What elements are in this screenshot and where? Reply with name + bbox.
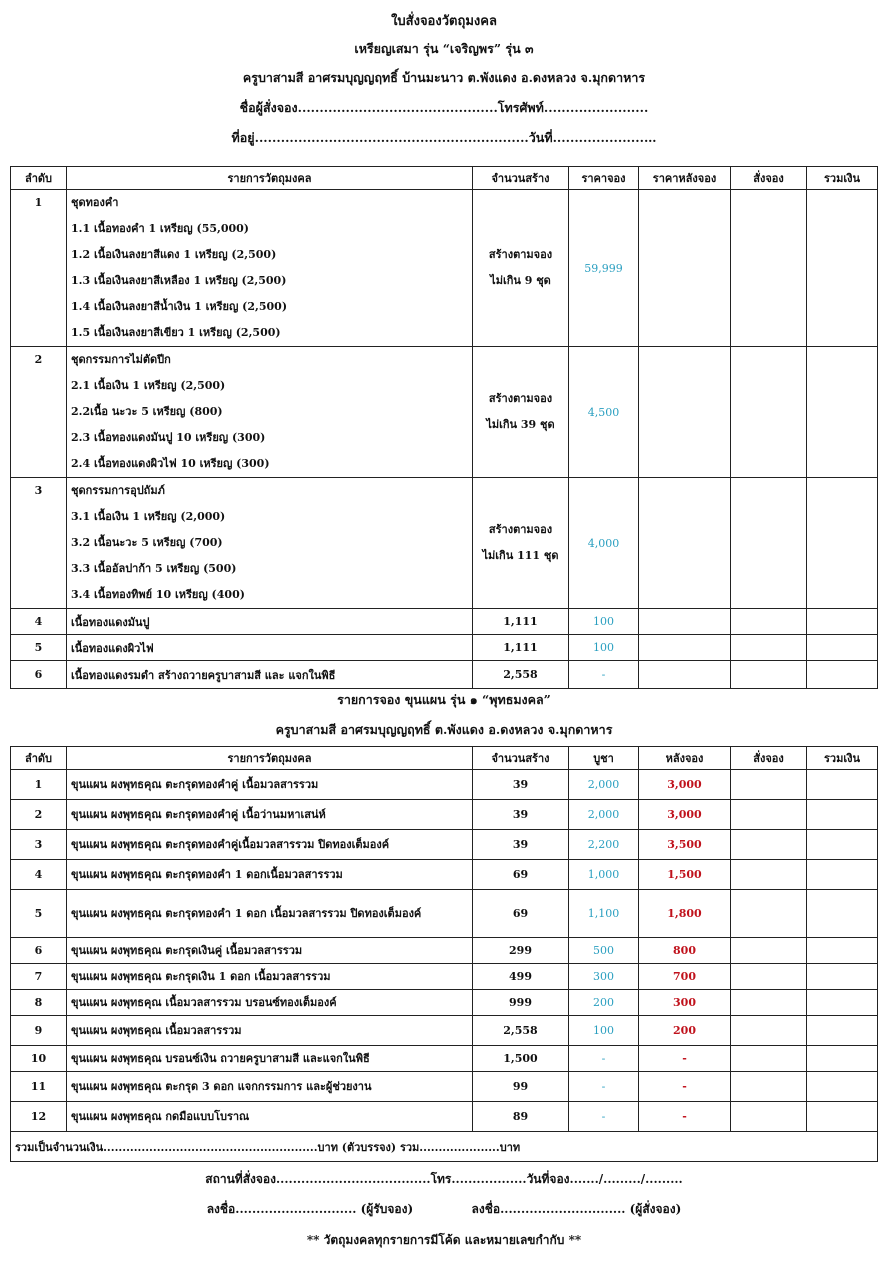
row-price: 300	[569, 964, 639, 990]
row-after-price: 700	[639, 964, 731, 990]
table-row	[11, 938, 878, 964]
table-row	[11, 1016, 878, 1046]
row-after-price: 3,000	[639, 800, 731, 830]
footnote: ** วัตถุมงคลทุกรายการมีโค้ด และหมายเลขกำกับ **	[306, 1233, 582, 1247]
table-row	[11, 190, 878, 347]
row-order-cell[interactable]	[731, 478, 807, 609]
address-line: ที่อยู่...............................................................วันที่.....................…	[231, 130, 657, 145]
row-total-cell[interactable]	[807, 478, 878, 609]
row-price: 2,000	[569, 800, 639, 830]
row-no: 1	[11, 770, 67, 800]
row-no: 2	[11, 800, 67, 830]
row-total-cell[interactable]	[807, 990, 878, 1016]
col-order: สั่งจอง	[731, 747, 807, 770]
row-qty: 69	[473, 890, 569, 938]
col-total: รวมเงิน	[807, 747, 878, 770]
set-item: 3.2 เนื้อนะวะ 5 เหรียญ (700)	[71, 536, 223, 549]
set-item: 2.2เนื้อ นะวะ 5 เหรียญ (800)	[71, 405, 223, 418]
set-title: ชุดกรรมการอุปถัมภ์	[71, 484, 165, 497]
row-order-cell[interactable]	[731, 800, 807, 830]
col-item: รายการวัตถุมงคล	[67, 747, 473, 770]
row-after-price: 200	[639, 1016, 731, 1046]
row-total-cell[interactable]	[807, 661, 878, 689]
orderer-signature: ลงชื่อ.............................. (ผู้สั่งจอง)	[471, 1202, 682, 1216]
row-name: ขุนแผน ผงพุทธคุณ ตะกรุดทองคำ 1 ดอกเนื้อมวลสารรวม	[67, 860, 473, 890]
qty-line: ไม่เกิน 9 ชุด	[490, 274, 551, 287]
row-order-cell[interactable]	[731, 990, 807, 1016]
row-after-price: 800	[639, 938, 731, 964]
row-after-price	[639, 635, 731, 661]
row-order-cell[interactable]	[731, 770, 807, 800]
total-row	[11, 1132, 878, 1162]
set-item: 2.3 เนื้อทองแดงมันปู 10 เหรียญ (300)	[71, 431, 266, 444]
table-header-row	[11, 747, 878, 770]
row-qty: 2,558	[473, 661, 569, 689]
row-qty: 2,558	[473, 1016, 569, 1046]
row-after-price: 1,500	[639, 860, 731, 890]
table-row	[11, 347, 878, 478]
row-no: 5	[11, 890, 67, 938]
row-price: 4,000	[569, 478, 639, 609]
row-no: 12	[11, 1102, 67, 1132]
row-no: 8	[11, 990, 67, 1016]
row-no: 5	[11, 635, 67, 661]
col-after-price: ราคาหลังจอง	[639, 167, 731, 190]
row-total-cell[interactable]	[807, 770, 878, 800]
section2-title: รายการจอง ขุนแผน รุ่น ๑ “พุทธมงคล”	[337, 692, 551, 707]
temple-address: ครูบาสามสี อาศรมบุญญฤทธิ์ บ้านมะนาว ต.พังแดง อ.ดงหลวง จ.มุกดาหาร	[242, 70, 646, 85]
row-order-cell[interactable]	[731, 609, 807, 635]
row-after-price: -	[639, 1046, 731, 1072]
row-qty: 69	[473, 860, 569, 890]
row-qty: 499	[473, 964, 569, 990]
row-after-price: 300	[639, 990, 731, 1016]
row-qty: 39	[473, 770, 569, 800]
row-no: 2	[11, 347, 67, 478]
row-qty: 89	[473, 1102, 569, 1132]
row-total-cell[interactable]	[807, 800, 878, 830]
set-item: 1.2 เนื้อเงินลงยาสีแดง 1 เหรียญ (2,500)	[71, 248, 277, 261]
total-amount-line: รวมเป็นจำนวนเงิน........................................................บาท (ตัวบรรจง) รวม.....................บาท	[11, 1132, 878, 1162]
row-no: 9	[11, 1016, 67, 1046]
row-order-cell[interactable]	[731, 1016, 807, 1046]
row-price: 2,000	[569, 770, 639, 800]
row-price: 1,000	[569, 860, 639, 890]
row-total-cell[interactable]	[807, 860, 878, 890]
orderer-name-line: ชื่อผู้สั่งจอง..............................................โทรศัพท์........................	[239, 100, 649, 115]
row-after-price	[639, 478, 731, 609]
row-total-cell[interactable]	[807, 347, 878, 478]
set-item: 1.3 เนื้อเงินลงยาสีเหลือง 1 เหรียญ (2,500)	[71, 274, 287, 287]
row-qty: 39	[473, 800, 569, 830]
col-price: บูชา	[569, 747, 639, 770]
set-item: 3.4 เนื้อทองทิพย์ 10 เหรียญ (400)	[71, 588, 245, 601]
row-order-cell[interactable]	[731, 190, 807, 347]
row-price: 59,999	[569, 190, 639, 347]
col-order: สั่งจอง	[731, 167, 807, 190]
row-after-price	[639, 347, 731, 478]
row-qty: 1,111	[473, 609, 569, 635]
row-price: 100	[569, 609, 639, 635]
order-place-line: สถานที่สั่งจอง.....................................โทร..................วันที่จอง......./........./.........	[205, 1172, 683, 1186]
section2-subtitle: ครูบาสามสี อาศรมบุญญฤทธิ์ ต.พังแดง อ.ดงหลวง จ.มุกดาหาร	[275, 722, 613, 737]
row-qty: 999	[473, 990, 569, 1016]
row-no: 4	[11, 860, 67, 890]
row-order-cell[interactable]	[731, 964, 807, 990]
row-price: -	[569, 1046, 639, 1072]
table-row	[11, 990, 878, 1016]
qty-line: ไม่เกิน 39 ชุด	[486, 418, 555, 431]
table-row	[11, 964, 878, 990]
row-after-price: -	[639, 1102, 731, 1132]
row-no: 11	[11, 1072, 67, 1102]
receiver-signature: ลงชื่อ............................. (ผู้รับจอง)	[206, 1202, 414, 1216]
set-items	[67, 347, 473, 478]
row-name: เนื้อทองแดงผิวไฟ	[67, 635, 473, 661]
row-name: เนื้อทองแดงมันปู	[67, 609, 473, 635]
row-name: ขุนแผน ผงพุทธคุณ บรอนซ์เงิน ถวายครูบาสามสี และแจกในพิธี	[67, 1046, 473, 1072]
row-price: 100	[569, 635, 639, 661]
row-qty: 299	[473, 938, 569, 964]
row-price: -	[569, 1072, 639, 1102]
row-qty	[473, 190, 569, 347]
set-title: ชุดทองคำ	[71, 196, 119, 209]
table-row	[11, 1046, 878, 1072]
row-after-price	[639, 661, 731, 689]
row-name: ขุนแผน ผงพุทธคุณ ตะกรุดเงิน 1 ดอก เนื้อมวลสารรวม	[67, 964, 473, 990]
row-order-cell[interactable]	[731, 1046, 807, 1072]
set-item: 2.4 เนื้อทองแดงผิวไฟ 10 เหรียญ (300)	[71, 457, 270, 470]
row-after-price: 1,800	[639, 890, 731, 938]
row-qty: 1,111	[473, 635, 569, 661]
row-total-cell[interactable]	[807, 609, 878, 635]
set-item: 1.1 เนื้อทองคำ 1 เหรียญ (55,000)	[71, 222, 250, 235]
row-order-cell[interactable]	[731, 890, 807, 938]
row-total-cell[interactable]	[807, 830, 878, 860]
row-qty	[473, 478, 569, 609]
row-name: ขุนแผน ผงพุทธคุณ เนื้อมวลสารรวม บรอนซ์ทองเต็มองค์	[67, 990, 473, 1016]
row-order-cell[interactable]	[731, 661, 807, 689]
series-title: เหรียญเสมา รุ่น “เจริญพร” รุ่น ๓	[354, 41, 534, 56]
row-name: ขุนแผน ผงพุทธคุณ เนื้อมวลสารรวม	[67, 1016, 473, 1046]
row-name: ขุนแผน ผงพุทธคุณ ตะกรุดทองคำ 1 ดอก เนื้อมวลสารรวม ปิดทองเต็มองค์	[67, 890, 473, 938]
row-after-price: 3,000	[639, 770, 731, 800]
row-price: -	[569, 661, 639, 689]
table-row	[11, 860, 878, 890]
row-price: 4,500	[569, 347, 639, 478]
col-qty: จำนวนสร้าง	[473, 167, 569, 190]
row-after-price	[639, 190, 731, 347]
row-price: 100	[569, 1016, 639, 1046]
qty-line: สร้างตามจอง	[488, 523, 553, 536]
col-item: รายการวัตถุมงคล	[67, 167, 473, 190]
set-items	[67, 478, 473, 609]
row-total-cell[interactable]	[807, 890, 878, 938]
signature-line	[0, 1200, 888, 1219]
row-name: ขุนแผน ผงพุทธคุณ ตะกรุดทองคำคู่เนื้อมวลสารรวม ปิดทองเต็มองค์	[67, 830, 473, 860]
row-total-cell[interactable]	[807, 1016, 878, 1046]
set-item: 3.1 เนื้อเงิน 1 เหรียญ (2,000)	[71, 510, 226, 523]
table-row	[11, 770, 878, 800]
row-no: 4	[11, 609, 67, 635]
row-name: ขุนแผน ผงพุทธคุณ ตะกรุดทองคำคู่ เนื้อมวลสารรวม	[67, 770, 473, 800]
row-qty: 39	[473, 830, 569, 860]
row-name: ขุนแผน ผงพุทธคุณ ตะกรุด 3 ดอก แจกกรรมการ และผู้ช่วยงาน	[67, 1072, 473, 1102]
set-title: ชุดกรรมการไม่ตัดปีก	[71, 353, 171, 366]
table-row	[11, 830, 878, 860]
row-price: 2,200	[569, 830, 639, 860]
row-name: ขุนแผน ผงพุทธคุณ กดมือแบบโบราณ	[67, 1102, 473, 1132]
row-name: ขุนแผน ผงพุทธคุณ ตะกรุดเงินคู่ เนื้อมวลสารรวม	[67, 938, 473, 964]
row-order-cell[interactable]	[731, 938, 807, 964]
qty-line: ไม่เกิน 111 ชุด	[482, 549, 559, 562]
row-after-price: 3,500	[639, 830, 731, 860]
row-order-cell[interactable]	[731, 635, 807, 661]
row-qty: 1,500	[473, 1046, 569, 1072]
row-order-cell[interactable]	[731, 1102, 807, 1132]
row-price: 500	[569, 938, 639, 964]
row-name: เนื้อทองแดงรมดำ สร้างถวายครูบาสามสี และ แจกในพิธี	[67, 661, 473, 689]
col-price: ราคาจอง	[569, 167, 639, 190]
row-qty	[473, 347, 569, 478]
set-item: 2.1 เนื้อเงิน 1 เหรียญ (2,500)	[71, 379, 226, 392]
row-price: 1,100	[569, 890, 639, 938]
khunphaen-order-table	[10, 746, 878, 1162]
row-no: 3	[11, 478, 67, 609]
row-no: 6	[11, 661, 67, 689]
row-after-price	[639, 609, 731, 635]
row-qty: 99	[473, 1072, 569, 1102]
row-order-cell[interactable]	[731, 1072, 807, 1102]
row-total-cell[interactable]	[807, 938, 878, 964]
table-row	[11, 800, 878, 830]
col-after-price: หลังจอง	[639, 747, 731, 770]
row-after-price: -	[639, 1072, 731, 1102]
table-row	[11, 661, 878, 689]
row-name: ขุนแผน ผงพุทธคุณ ตะกรุดทองคำคู่ เนื้อว่านมหาเสน่ห์	[67, 800, 473, 830]
qty-line: สร้างตามจอง	[488, 248, 553, 261]
table-row	[11, 890, 878, 938]
row-total-cell[interactable]	[807, 190, 878, 347]
table-header-row	[11, 167, 878, 190]
row-no: 3	[11, 830, 67, 860]
row-order-cell[interactable]	[731, 347, 807, 478]
table-row	[11, 1102, 878, 1132]
row-no: 6	[11, 938, 67, 964]
row-total-cell[interactable]	[807, 964, 878, 990]
set-items	[67, 190, 473, 347]
document-title: ใบสั่งจองวัตถุมงคล	[391, 14, 497, 29]
col-no: ลำดับ	[11, 747, 67, 770]
row-order-cell[interactable]	[731, 860, 807, 890]
row-no: 7	[11, 964, 67, 990]
table-row	[11, 609, 878, 635]
row-price: 200	[569, 990, 639, 1016]
row-total-cell[interactable]	[807, 635, 878, 661]
row-total-cell[interactable]	[807, 1072, 878, 1102]
medal-order-table	[10, 166, 878, 689]
row-no: 10	[11, 1046, 67, 1072]
set-item: 3.3 เนื้ออัลปาก้า 5 เหรียญ (500)	[71, 562, 237, 575]
set-item: 1.5 เนื้อเงินลงยาสีเขียว 1 เหรียญ (2,500)	[71, 326, 281, 339]
set-item: 1.4 เนื้อเงินลงยาสีน้ำเงิน 1 เหรียญ (2,500)	[71, 300, 288, 313]
row-order-cell[interactable]	[731, 830, 807, 860]
col-total: รวมเงิน	[807, 167, 878, 190]
row-no: 1	[11, 190, 67, 347]
row-total-cell[interactable]	[807, 1102, 878, 1132]
col-no: ลำดับ	[11, 167, 67, 190]
col-qty: จำนวนสร้าง	[473, 747, 569, 770]
qty-line: สร้างตามจอง	[488, 392, 553, 405]
table-row	[11, 635, 878, 661]
table2-body	[11, 770, 878, 1132]
table-row	[11, 1072, 878, 1102]
row-price: -	[569, 1102, 639, 1132]
table-row	[11, 478, 878, 609]
row-total-cell[interactable]	[807, 1046, 878, 1072]
